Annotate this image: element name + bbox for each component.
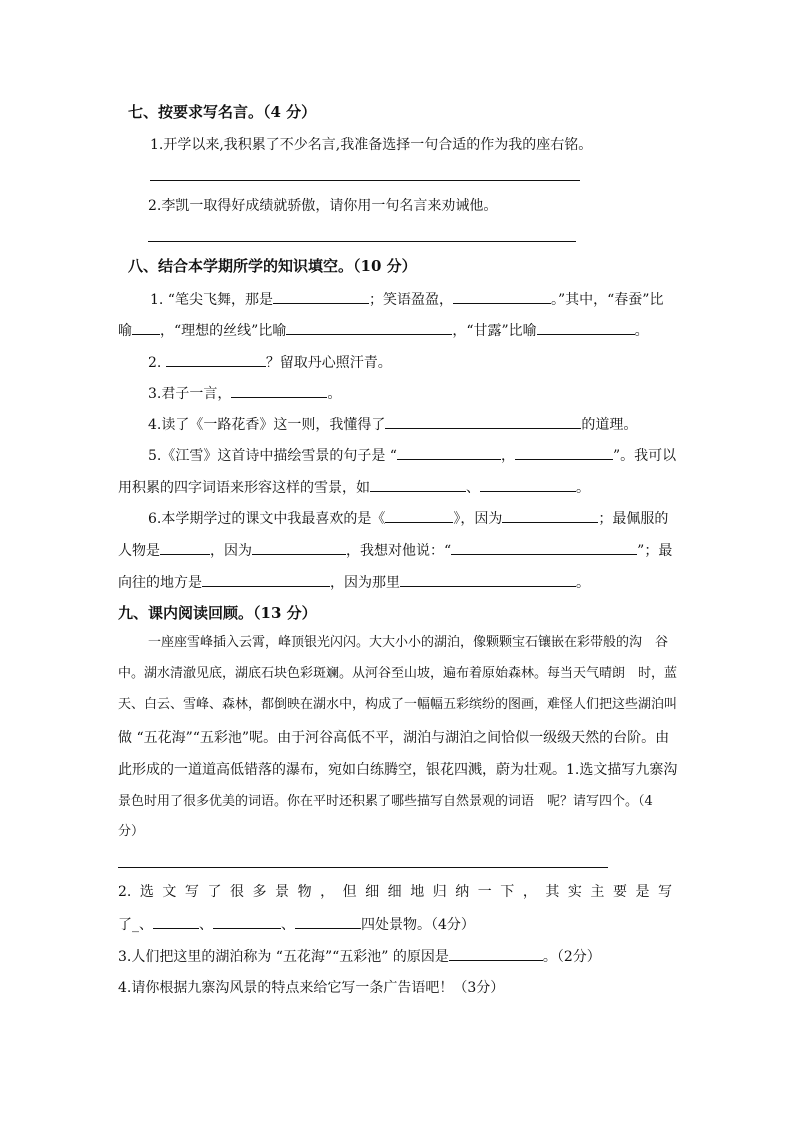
s8-q5-blank-1[interactable] [397, 445, 501, 460]
s9-q4: 4.请你根据九寨沟风景的特点来给它写一条广告语吧！（3分） [118, 980, 505, 996]
s8-q1-blank-3[interactable] [132, 320, 160, 335]
s8-q4 [148, 414, 637, 435]
s8-q5-text-e: 、 [466, 480, 480, 496]
s9-answer-line-1[interactable] [118, 867, 608, 868]
s8-q6-line1 [148, 508, 668, 529]
s9-passage-line-3: 天、白云、雪峰、森林，都倒映在湖水中，构成了一幅幅五彩缤纷的图画，难怪人们把这些湖泊叫 [118, 697, 678, 712]
s8-q6-text-i: ，因为那里 [330, 575, 400, 591]
s8-q6-text-h: 向往的地方是 [118, 575, 202, 591]
s9-passage-line-2: 中。湖水清澈见底，湖底石块色彩斑斓。从河谷至山坡，遍布着原始森林。每当天气晴朗 时，蓝 [118, 666, 678, 681]
s8-q6-text-b: 》，因为 [453, 511, 503, 527]
s9-q2-line1: 2.选文写了很多景物，但细细地归纳一下，其实主要是写 [118, 884, 672, 900]
s8-q4-text-b: 的道理。 [581, 417, 638, 433]
s8-q3 [148, 383, 341, 404]
s9-passage-line-1: 一座座雪峰插入云霄，峰顶银光闪闪。大大小小的湖泊，像颗颗宝石镶嵌在彩带般的沟 谷 [148, 635, 669, 650]
s8-q3-text-a: 3.君子一言， [148, 386, 232, 402]
s8-q6-text-f: ，我想对他说：“ [346, 543, 452, 559]
s8-q6-text-j: 。 [576, 575, 590, 591]
s8-q2 [148, 352, 392, 373]
s9-q3-blank[interactable] [449, 946, 543, 961]
s8-q1-text-g: 。 [634, 323, 649, 339]
s8-q2-blank[interactable] [166, 352, 266, 367]
s8-q6-blank-5[interactable] [451, 540, 637, 555]
s9-passage-line-6: 景色时用了很多优美的词语。你在平时还积累了哪些描写自然景观的词语 呢？请写四个。（4 [118, 794, 653, 809]
s9-q3-text-b: 。（2分） [542, 949, 601, 965]
s8-q6-text-d: 人物是 [118, 543, 160, 559]
s8-q1-text-d: 喻 [118, 323, 132, 339]
s8-q2-text-a: 2. [148, 355, 162, 371]
s9-passage-line-7: 分） [118, 824, 145, 839]
s9-q2-text-d: 、 [281, 917, 295, 933]
section-9-title: 九、课内阅读回顾。（13 分） [118, 604, 317, 622]
s8-q6-line2 [118, 540, 672, 561]
s8-q5-blank-4[interactable] [480, 477, 576, 492]
s8-q1-text-a: 1. “笔尖飞舞，那是 [150, 292, 273, 308]
s8-q5-text-b: ， [500, 448, 515, 464]
s8-q4-text-a: 4.读了《一路花香》这一则，我懂得了 [148, 417, 386, 433]
s8-q3-blank[interactable] [231, 383, 327, 398]
s9-q2-text-b: 了_、 [118, 917, 153, 933]
s8-q1-blank-2[interactable] [453, 289, 551, 304]
s8-q6-text-g: ”；最 [637, 543, 673, 559]
s8-q4-blank[interactable] [385, 414, 581, 429]
s8-q1-blank-5[interactable] [537, 320, 635, 335]
s8-q5-line2 [118, 477, 590, 498]
section-7-title: 七、按要求写名言。（4 分） [128, 103, 317, 121]
s7-question-2: 2.李凯一取得好成绩就骄傲，请你用一句名言来劝诫他。 [148, 198, 498, 214]
s8-q6-blank-7[interactable] [400, 572, 576, 587]
s7-question-1: 1.开学以来,我积累了不少名言,我准备选择一句合适的作为我的座右铭。 [150, 137, 593, 153]
s8-q6-line3 [118, 572, 590, 593]
s8-q6-text-e: ，因为 [210, 543, 252, 559]
s8-q5-blank-2[interactable] [515, 445, 613, 460]
s8-q2-text-b: ？留取丹心照汗青。 [265, 355, 392, 371]
s8-q1-line1 [150, 289, 663, 310]
s8-q6-blank-4[interactable] [252, 540, 346, 555]
s8-q6-blank-2[interactable] [502, 508, 598, 523]
s9-passage-line-4: 做 “五花海”“五彩池”呢。由于河谷高低不平，湖泊与湖泊之间恰似一级级天然的台阶。由 [118, 730, 670, 746]
s8-q5-blank-3[interactable] [370, 477, 466, 492]
s8-q1-text-c: 。”其中，“春蚕”比 [550, 292, 664, 308]
s8-q5-text-a: 5.《江雪》这首诗中描绘雪景的句子是 “ [148, 448, 397, 464]
s8-q6-text-c: ；最佩服的 [598, 511, 669, 527]
s9-passage-line-5: 此形成的一道道高低错落的瀑布，宛如白练腾空，银花四溅，蔚为壮观。1.选文描写九寨沟 [118, 762, 678, 778]
s8-q1-text-e: ，“理想的丝线”比喻 [160, 323, 287, 339]
s8-q6-blank-1[interactable] [385, 508, 453, 523]
s9-q2-text-e: 四处景物。（4分） [361, 917, 475, 933]
s9-q2-blank-1[interactable] [153, 914, 199, 929]
s9-q2-line2 [118, 914, 475, 935]
s9-q3 [118, 946, 601, 967]
s8-q5-text-f: 。 [576, 480, 590, 496]
s8-q1-text-f: ，“甘露”比喻 [452, 323, 537, 339]
s8-q1-line2 [118, 320, 649, 341]
s8-q6-blank-6[interactable] [202, 572, 330, 587]
s7-answer-line-2[interactable] [148, 241, 576, 242]
s8-q1-blank-1[interactable] [273, 289, 369, 304]
s8-q1-blank-4[interactable] [286, 320, 452, 335]
section-8-title: 八、结合本学期所学的知识填空。（10 分） [128, 257, 417, 275]
s8-q6-blank-3[interactable] [160, 540, 210, 555]
s8-q3-text-b: 。 [327, 386, 342, 402]
s8-q5-line1 [148, 445, 676, 466]
s7-answer-line-1[interactable] [150, 180, 580, 181]
s9-q2-text-c: 、 [199, 917, 213, 933]
s9-q3-text-a: 3.人们把这里的湖泊称为 “五花海”“五彩池” 的原因是 [118, 949, 449, 965]
s8-q1-text-b: ；笑语盈盈， [368, 292, 453, 308]
s8-q5-text-d: 用积累的四字词语来形容这样的雪景，如 [118, 480, 370, 496]
s9-q2-blank-2[interactable] [213, 914, 281, 929]
s9-q2-blank-3[interactable] [295, 914, 361, 929]
s8-q5-text-c: ”。我可以 [612, 448, 677, 464]
s8-q6-text-a: 6.本学期学过的课文中我最喜欢的是《 [148, 511, 386, 527]
